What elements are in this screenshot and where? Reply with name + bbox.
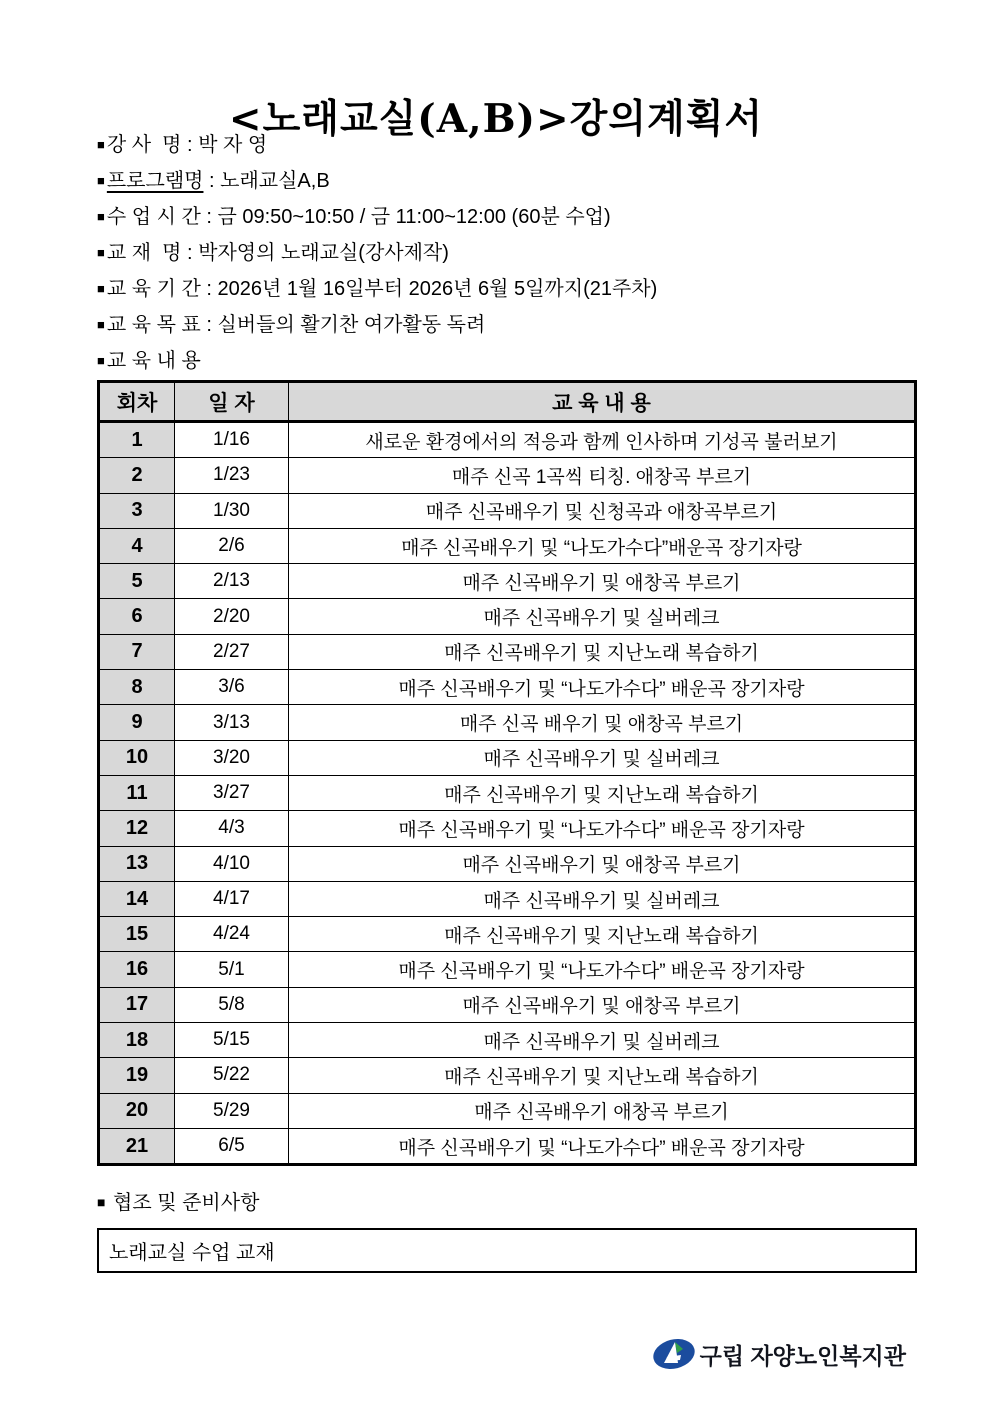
info-label: 교 육 내 용: [106, 350, 201, 372]
content-cell: 매주 신곡배우기 및 신청곡과 애창곡부르기: [289, 493, 916, 528]
session-number-cell: 21: [99, 1128, 175, 1164]
content-cell: 매주 신곡배우기 및 “나도가수다” 배운곡 장기자랑: [289, 1128, 916, 1164]
date-cell: 2/27: [175, 634, 289, 669]
content-cell: 매주 신곡 배우기 및 애창곡 부르기: [289, 705, 916, 740]
info-separator: :: [200, 206, 218, 228]
table-row: [99, 987, 916, 1022]
materials-box: [97, 1228, 917, 1273]
session-number-cell: 15: [99, 917, 175, 952]
coop-section-heading: [97, 1186, 259, 1219]
org-footer: [651, 1334, 906, 1374]
info-line-contents-heading: [97, 343, 932, 379]
session-number-cell: 14: [99, 881, 175, 916]
info-separator: :: [181, 134, 199, 156]
session-number-cell: 11: [99, 775, 175, 810]
content-cell: 매주 신곡배우기 및 지난노래 복습하기: [289, 634, 916, 669]
date-cell: 4/24: [175, 917, 289, 952]
materials-box-text: 노래교실 수업 교재: [109, 1242, 275, 1264]
content-cell: 매주 신곡배우기 및 실버레크: [289, 599, 916, 634]
date-cell: 5/29: [175, 1093, 289, 1128]
content-cell: 매주 신곡배우기 및 “나도가수다” 배운곡 장기자랑: [289, 952, 916, 987]
date-cell: 1/30: [175, 493, 289, 528]
date-cell: 3/13: [175, 705, 289, 740]
bullet-square-icon: ■: [97, 353, 105, 368]
content-cell: 매주 신곡배우기 애창곡 부르기: [289, 1093, 916, 1128]
date-cell: 2/13: [175, 564, 289, 599]
info-value: 박자영의 노래교실(강사제작): [198, 242, 449, 264]
bullet-square-icon: ■: [97, 281, 105, 296]
bullet-square-icon: ■: [97, 137, 105, 152]
info-value: 금 09:50~10:50 / 금 11:00~12:00 (60분 수업): [217, 206, 611, 228]
info-line-program: [97, 163, 932, 199]
table-row: [99, 952, 916, 987]
content-cell: 매주 신곡배우기 및 지난노래 복습하기: [289, 917, 916, 952]
session-number-cell: 20: [99, 1093, 175, 1128]
date-cell: 4/10: [175, 846, 289, 881]
header-session: 회차: [99, 382, 175, 422]
session-number-cell: 4: [99, 528, 175, 563]
session-number-cell: 6: [99, 599, 175, 634]
date-cell: 5/8: [175, 987, 289, 1022]
info-line-class-time: [97, 199, 932, 235]
table-row: [99, 917, 916, 952]
table-row: [99, 846, 916, 881]
table-row: [99, 705, 916, 740]
date-cell: 3/27: [175, 775, 289, 810]
table-row: [99, 422, 916, 458]
table-row: [99, 1093, 916, 1128]
table-row: [99, 775, 916, 810]
info-separator: :: [181, 242, 199, 264]
date-cell: 5/15: [175, 1023, 289, 1058]
date-cell: 2/20: [175, 599, 289, 634]
content-cell: 매주 신곡배우기 및 실버레크: [289, 1023, 916, 1058]
table-row: [99, 670, 916, 705]
table-row: [99, 493, 916, 528]
info-label: 프로그램명: [106, 170, 204, 192]
table-row: [99, 1058, 916, 1093]
info-value: 박 자 영: [198, 134, 268, 156]
date-cell: 6/5: [175, 1128, 289, 1164]
info-label: 교 재 명: [106, 242, 182, 264]
session-number-cell: 7: [99, 634, 175, 669]
content-cell: 매주 신곡배우기 및 지난노래 복습하기: [289, 1058, 916, 1093]
info-label: 교 육 기 간: [106, 278, 201, 300]
info-value: 노래교실A,B: [220, 170, 330, 192]
table-row: [99, 634, 916, 669]
info-line-instructor: [97, 127, 932, 163]
session-number-cell: 13: [99, 846, 175, 881]
table-row: [99, 528, 916, 563]
content-cell: 매주 신곡배우기 및 실버레크: [289, 881, 916, 916]
info-list: [97, 127, 932, 379]
coop-section-title: 협조 및 준비사항: [113, 1192, 260, 1214]
session-number-cell: 16: [99, 952, 175, 987]
header-content: 교 육 내 용: [289, 382, 916, 422]
session-number-cell: 12: [99, 811, 175, 846]
content-cell: 매주 신곡 1곡씩 티칭. 애창곡 부르기: [289, 458, 916, 493]
date-cell: 3/20: [175, 740, 289, 775]
session-number-cell: 9: [99, 705, 175, 740]
info-label: 수 업 시 간: [106, 206, 201, 228]
session-number-cell: 8: [99, 670, 175, 705]
session-number-cell: 5: [99, 564, 175, 599]
date-cell: 4/17: [175, 881, 289, 916]
schedule-table-body: [99, 422, 916, 1165]
bullet-square-icon: ■: [97, 1194, 106, 1210]
session-number-cell: 3: [99, 493, 175, 528]
schedule-table: [97, 380, 917, 1166]
bullet-square-icon: ■: [97, 317, 105, 332]
content-cell: 매주 신곡배우기 및 실버레크: [289, 740, 916, 775]
date-cell: 1/16: [175, 422, 289, 458]
info-line-goal: [97, 307, 932, 343]
info-value: 실버들의 활기찬 여가활동 독려: [217, 314, 486, 336]
bullet-square-icon: ■: [97, 173, 105, 188]
table-row: [99, 740, 916, 775]
table-row: [99, 1128, 916, 1164]
session-number-cell: 19: [99, 1058, 175, 1093]
table-row: [99, 599, 916, 634]
table-row: [99, 458, 916, 493]
date-cell: 3/6: [175, 670, 289, 705]
bullet-square-icon: ■: [97, 245, 105, 260]
session-number-cell: 10: [99, 740, 175, 775]
date-cell: 5/22: [175, 1058, 289, 1093]
header-date: 일 자: [175, 382, 289, 422]
content-cell: 매주 신곡배우기 및 “나도가수다” 배운곡 장기자랑: [289, 670, 916, 705]
table-header-row: [99, 382, 916, 422]
content-cell: 매주 신곡배우기 및 애창곡 부르기: [289, 846, 916, 881]
date-cell: 4/3: [175, 811, 289, 846]
org-logo-icon: [651, 1334, 697, 1374]
info-label: 교 육 목 표: [106, 314, 201, 336]
date-cell: 5/1: [175, 952, 289, 987]
content-cell: 매주 신곡배우기 및 애창곡 부르기: [289, 564, 916, 599]
table-row: [99, 1023, 916, 1058]
table-row: [99, 811, 916, 846]
date-cell: 1/23: [175, 458, 289, 493]
info-value: 2026년 1월 16일부터 2026년 6월 5일까지(21주차): [217, 278, 658, 300]
info-line-textbook: [97, 235, 932, 271]
org-name: 구립 자양노인복지관: [699, 1342, 906, 1369]
session-number-cell: 18: [99, 1023, 175, 1058]
table-row: [99, 564, 916, 599]
table-row: [99, 881, 916, 916]
content-cell: 매주 신곡배우기 및 애창곡 부르기: [289, 987, 916, 1022]
session-number-cell: 2: [99, 458, 175, 493]
date-cell: 2/6: [175, 528, 289, 563]
info-separator: :: [200, 314, 218, 336]
info-separator: :: [200, 278, 218, 300]
bullet-square-icon: ■: [97, 209, 105, 224]
info-line-period: [97, 271, 932, 307]
page-title: <노래교실(A,B)>강의계획서: [228, 96, 764, 143]
content-cell: 매주 신곡배우기 및 “나도가수다”배운곡 장기자랑: [289, 528, 916, 563]
session-number-cell: 17: [99, 987, 175, 1022]
session-number-cell: 1: [99, 422, 175, 458]
info-separator: :: [203, 170, 221, 192]
info-label: 강 사 명: [106, 134, 182, 156]
content-cell: 매주 신곡배우기 및 “나도가수다” 배운곡 장기자랑: [289, 811, 916, 846]
content-cell: 매주 신곡배우기 및 지난노래 복습하기: [289, 775, 916, 810]
content-cell: 새로운 환경에서의 적응과 함께 인사하며 기성곡 불러보기: [289, 422, 916, 458]
